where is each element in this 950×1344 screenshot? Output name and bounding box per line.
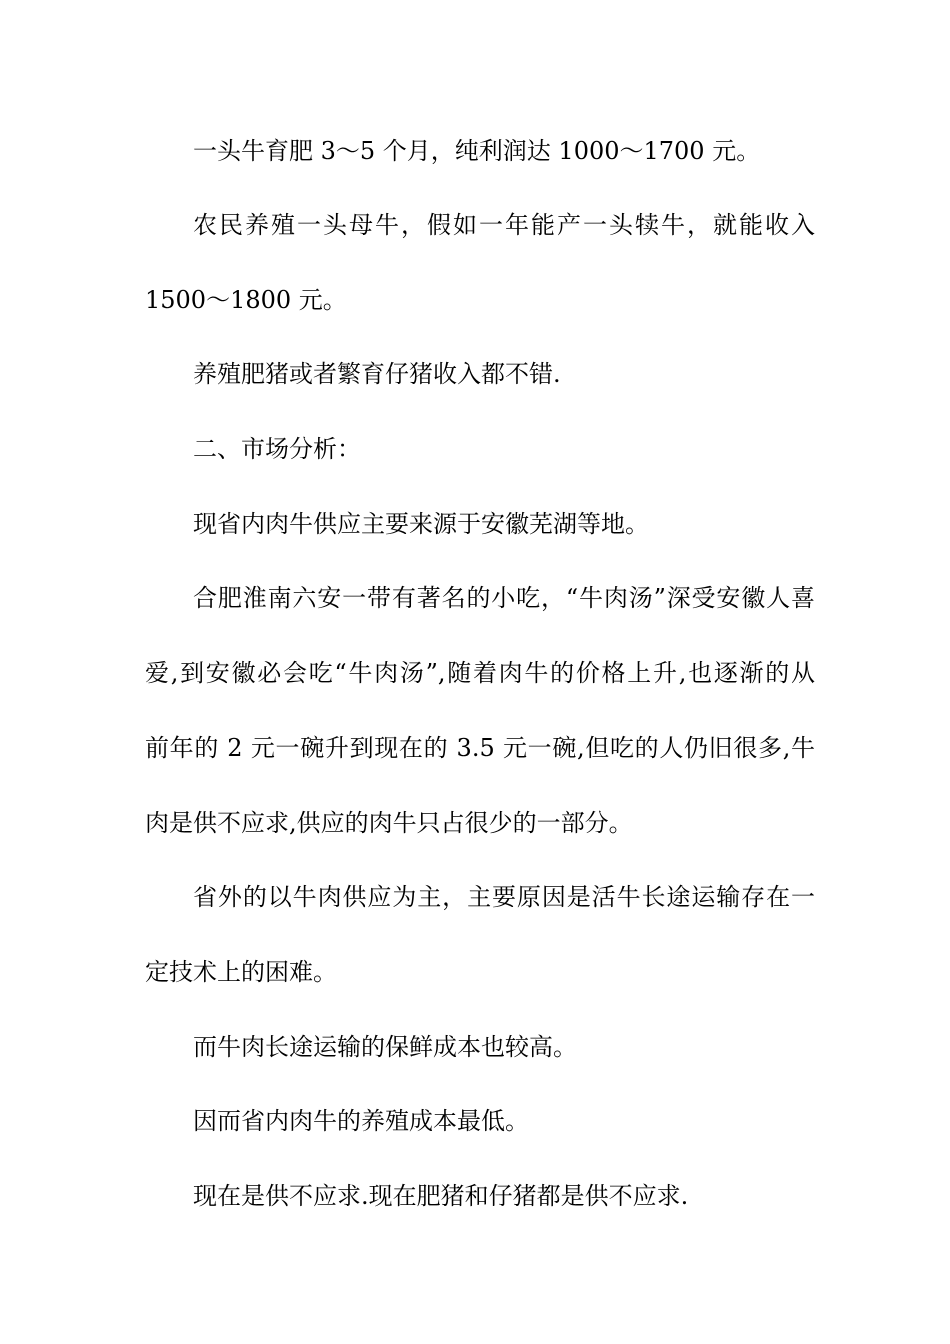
text-line: 养殖肥猪或者繁育仔猪收入都不错. xyxy=(193,360,561,388)
section-heading: 二、市场分析： xyxy=(193,435,361,463)
text-line: 因而省内肉牛的养殖成本最低。 xyxy=(193,1107,529,1135)
text-line: 合肥淮南六安一带有著名的小吃，“牛肉汤”深受安徽人喜 xyxy=(193,584,815,612)
text-line: 肉是供不应求,供应的肉牛只占很少的一部分。 xyxy=(145,809,633,837)
text-line: 现省内肉牛供应主要来源于安徽芜湖等地。 xyxy=(193,510,649,538)
text-line: 省外的以牛肉供应为主，主要原因是活牛长途运输存在一 xyxy=(193,883,815,911)
text-line: 而牛肉长途运输的保鲜成本也较高。 xyxy=(193,1033,577,1061)
text-line: 一头牛育肥 3～5 个月，纯利润达 1000～1700 元。 xyxy=(193,137,761,165)
text-line: 前年的 2 元一碗升到现在的 3.5 元一碗,但吃的人仍旧很多,牛 xyxy=(145,734,815,762)
text-line: 农民养殖一头母牛，假如一年能产一头犊牛，就能收入 xyxy=(193,211,815,239)
text-line: 现在是供不应求.现在肥猪和仔猪都是供不应求. xyxy=(193,1182,689,1210)
text-line: 1500～1800 元。 xyxy=(145,286,347,314)
text-line: 爱,到安徽必会吃“牛肉汤”,随着肉牛的价格上升,也逐渐的从 xyxy=(145,659,815,687)
text-line: 定技术上的困难。 xyxy=(145,958,337,986)
